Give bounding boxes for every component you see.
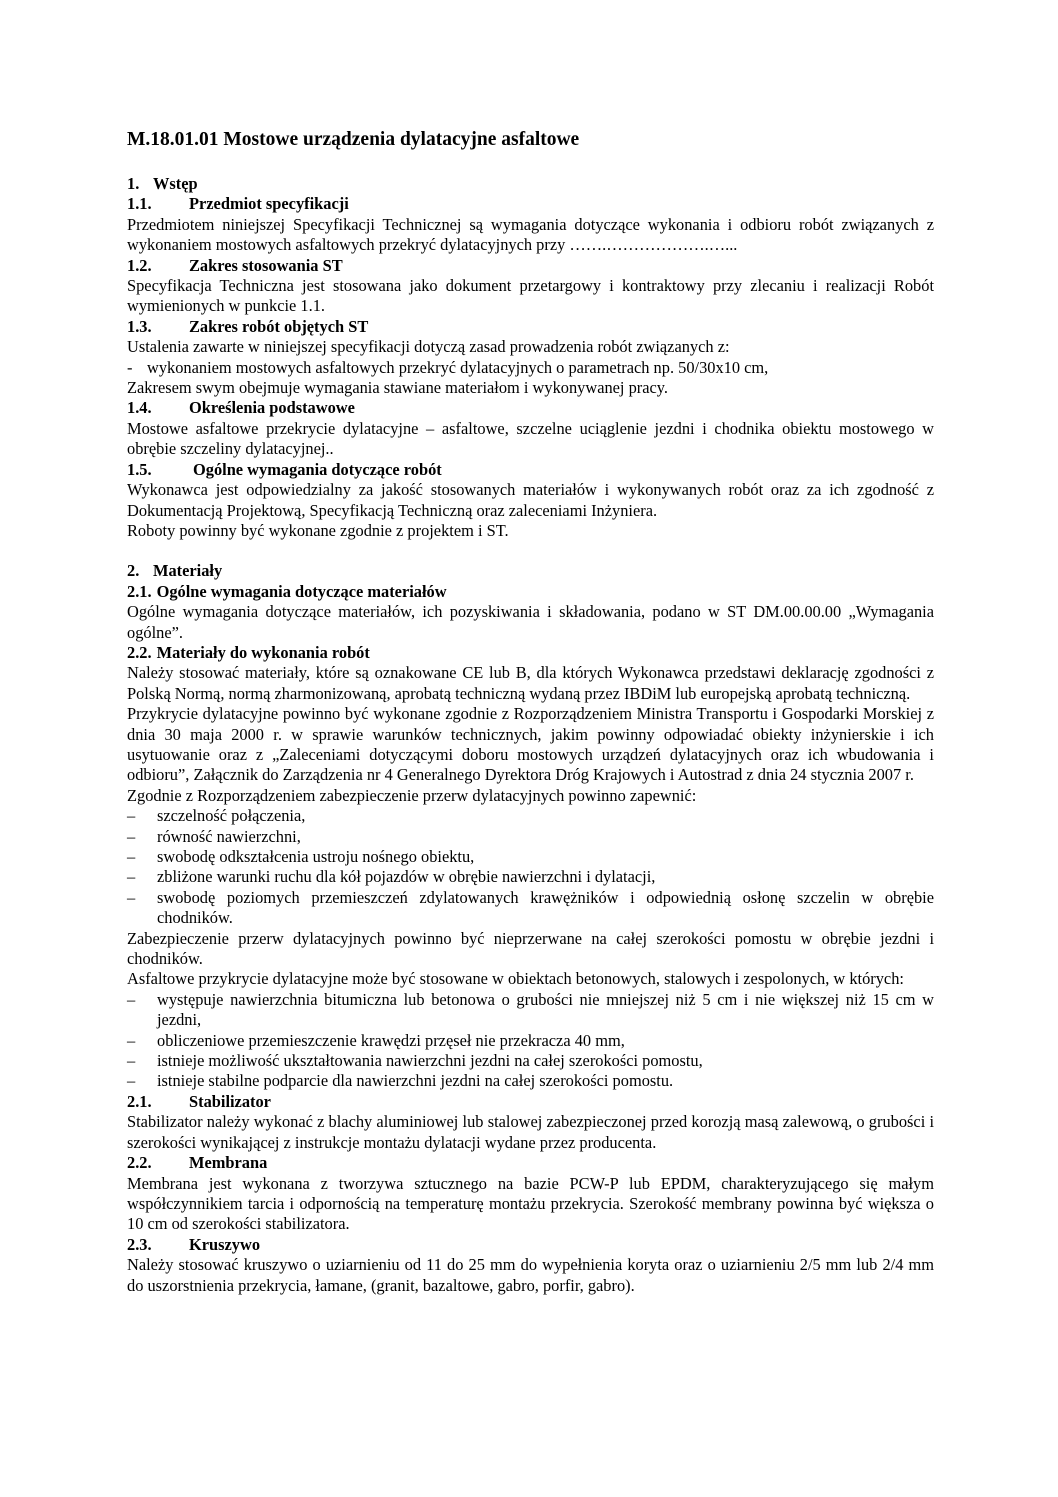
list-text: obliczeniowe przemieszczenie krawędzi przęseł nie przekracza 40 mm, (157, 1030, 625, 1050)
section-number: 1. (127, 174, 140, 193)
section-number: 2.1. (127, 581, 152, 601)
paragraph: Asfaltowe przykrycie dylatacyjne może być stosowane w obiektach betonowych, stalowych i zespolonych, w których: (127, 969, 904, 989)
section-label: Przedmiot specyfikacji (189, 194, 349, 214)
section-label: Ogólne wymagania dotyczące robót (193, 459, 442, 479)
section-label: Zakres robót objętych ST (189, 316, 369, 336)
section-2-1-stabilizator-heading (127, 1092, 934, 1112)
section-2-1-heading (127, 582, 934, 602)
section-label: Materiały do wykonania robót (156, 642, 370, 662)
paragraph: Zakresem swym obejmuje wymagania stawiane materiałom i wykonywanej pracy. (127, 378, 669, 398)
section-1-3-heading (127, 317, 934, 337)
list-item (127, 358, 934, 378)
list-text: równość nawierzchni, (157, 826, 301, 846)
section-number: 1.4. (127, 398, 152, 418)
paragraph: Stabilizator należy wykonać z blachy aluminiowej lub stalowej zabezpieczonej przed korozją masą zalewową, o grubości i szerokości wynikającej z instrukcje montażu dylatacji wydane przez producenta. (127, 1112, 934, 1152)
list-dash: – (127, 1071, 136, 1091)
section-number: 1.1. (127, 194, 152, 214)
list-dash: – (127, 1030, 136, 1050)
list-text: szczelność połączenia, (157, 806, 306, 826)
list-text: występuje nawierzchnia bitumiczna lub betonowa o grubości nie mniejszej niż 5 cm i nie większej niż 15 cm w jezdni, (157, 989, 934, 1030)
section-label: Membrana (189, 1153, 268, 1173)
list-dash: – (127, 989, 136, 1009)
list-text: wykonaniem mostowych asfaltowych przekryć dylatacyjnych o parametrach np. 50/30x10 cm, (147, 357, 769, 377)
paragraph: Specyfikacja Techniczna jest stosowana jako dokument przetargowy i kontraktowy przy zlecaniu i realizacji Robót wymienionych w punkcie 1.1. (127, 276, 934, 316)
list-text: istnieje możliwość ukształtowania nawierzchni jezdni na całej szerokości pomostu, (157, 1051, 703, 1071)
list-item (127, 827, 934, 847)
section-2-2-membrana-heading (127, 1153, 934, 1173)
list-item (127, 990, 934, 1031)
list-dash: – (127, 867, 136, 887)
paragraph: Membrana jest wykonana z tworzywa sztucznego na bazie PCW-P lub EPDM, charakteryzującego się małym współczynnikiem tarcia i odpornością na temperaturę montażu przekrycia. Szerokość membrany powinna być większa o 10 cm od szerokości stabilizatora. (127, 1173, 934, 1234)
section-number: 2. (127, 561, 140, 581)
paragraph: Przedmiotem niniejszej Specyfikacji Technicznej są wymagania dotyczące wykonania i odbioru robót związanych z wykonaniem mostowych asfaltowych przekryć dylatacyjnych przy …….……………….…... (127, 214, 934, 255)
list-dash: – (127, 1051, 136, 1071)
list-bullet: - (127, 357, 133, 377)
paragraph: Należy stosować materiały, które są oznakowane CE lub B, dla których Wykonawca przedstawi deklarację zgodności z Polską Normą, normą zharmonizowaną, aprobatą techniczną wydaną przez IBDiM lub europejską aprobatą techniczną. (127, 663, 934, 703)
paragraph: Mostowe asfaltowe przekrycie dylatacyjne – asfaltowe, szczelne uciąglenie jezdni i chodnika obiektu mostowego w obrębie szczeliny dylatacyjnej.. (127, 418, 934, 459)
section-label: Stabilizator (189, 1091, 271, 1111)
section-number: 2.2. (127, 642, 152, 662)
list-dash: – (127, 847, 136, 866)
list-text: swobodę poziomych przemieszczeń zdylatowanych krawężników i odpowiednią osłonę szczelin w obrębie chodników. (157, 887, 934, 928)
paragraph: Ustalenia zawarte w niniejszej specyfikacji dotyczą zasad prowadzenia robót związanych z: (127, 337, 730, 357)
list-dash: – (127, 887, 136, 907)
paragraph: Przykrycie dylatacyjne powinno być wykonane zgodnie z Rozporządzeniem Ministra Transportu i Gospodarki Morskiej z dnia 30 maja 2000 r. w sprawie warunków technicznych, jakim powinny odpowiadać obiekty inżynierskie i ich usytuowanie oraz z „Zaleceniami dotyczącymi doboru mostowych urządzeń dylatacyjnych oraz ich wbudowania i odbioru”, Załącznik do Zarządzenia nr 4 Generalnego Dyrektora Dróg Krajowych i Autostrad z dnia 24 stycznia 2007 r. (127, 704, 934, 785)
section-number: 2.1. (127, 1091, 152, 1111)
section-2-2-heading (127, 643, 934, 663)
list-dash: – (127, 806, 136, 826)
section-1-1-heading (127, 194, 934, 214)
section-1-5-heading (127, 460, 934, 480)
section-label: Określenia podstawowe (189, 398, 355, 418)
section-1-heading (127, 174, 934, 194)
list-item (127, 1051, 934, 1071)
paragraph: Należy stosować kruszywo o uziarnieniu od 11 do 25 mm do wypełnienia koryta oraz o uziarnieniu 2/5 mm lub 2/4 mm do uszorstnienia przekrycia, łamane, (granit, bazaltowe, gabro, porfir, gabro). (127, 1255, 934, 1295)
section-number: 1.3. (127, 316, 152, 336)
list-text: swobodę odkształcenia ustroju nośnego obiektu, (157, 847, 475, 866)
list-item (127, 806, 934, 826)
list-item (127, 1071, 934, 1091)
paragraph: Ogólne wymagania dotyczące materiałów, ich pozyskiwania i składowania, podano w ST DM.00.00.00 „Wymagania ogólne”. (127, 602, 934, 642)
section-label: Materiały (153, 561, 223, 581)
paragraph: Roboty powinny być wykonane zgodnie z projektem i ST. (127, 520, 509, 540)
list-item (127, 1031, 934, 1051)
document-title: M.18.01.01 Mostowe urządzenia dylatacyjne asfaltowe (127, 129, 580, 150)
paragraph: Zgodnie z Rozporządzeniem zabezpieczenie przerw dylatacyjnych powinno zapewnić: (127, 785, 697, 805)
section-number: 2.3. (127, 1234, 152, 1254)
paragraph: Wykonawca jest odpowiedzialny za jakość stosowanych materiałów i wykonywanych robót oraz za ich zgodność z Dokumentacją Projektową, Specyfikacją Techniczną oraz zaleceniami Inżyniera. (127, 480, 934, 520)
list-text: istnieje stabilne podparcie dla nawierzchni jezdni na całej szerokości pomostu. (157, 1071, 674, 1091)
section-1-4-heading (127, 398, 934, 418)
list-item (127, 847, 934, 867)
paragraph: Zabezpieczenie przerw dylatacyjnych powinno być nieprzerwane na całej szerokości pomostu w obrębie jezdni i chodników. (127, 928, 934, 969)
section-label: Kruszywo (189, 1234, 261, 1254)
section-label: Zakres stosowania ST (189, 255, 343, 275)
section-number: 1.5. (127, 459, 152, 479)
list-item (127, 867, 934, 887)
section-1-2-heading (127, 256, 934, 276)
section-label: Wstęp (153, 174, 198, 193)
section-2-heading (127, 561, 934, 581)
section-number: 1.2. (127, 255, 152, 275)
list-text: zbliżone warunki ruchu dla kół pojazdów w obrębie nawierzchni i dylatacji, (157, 867, 656, 887)
section-number: 2.2. (127, 1153, 152, 1173)
list-item (127, 888, 934, 929)
section-label: Ogólne wymagania dotyczące materiałów (156, 581, 447, 601)
list-dash: – (127, 826, 136, 846)
section-2-3-heading (127, 1235, 934, 1255)
spacer (127, 541, 934, 561)
